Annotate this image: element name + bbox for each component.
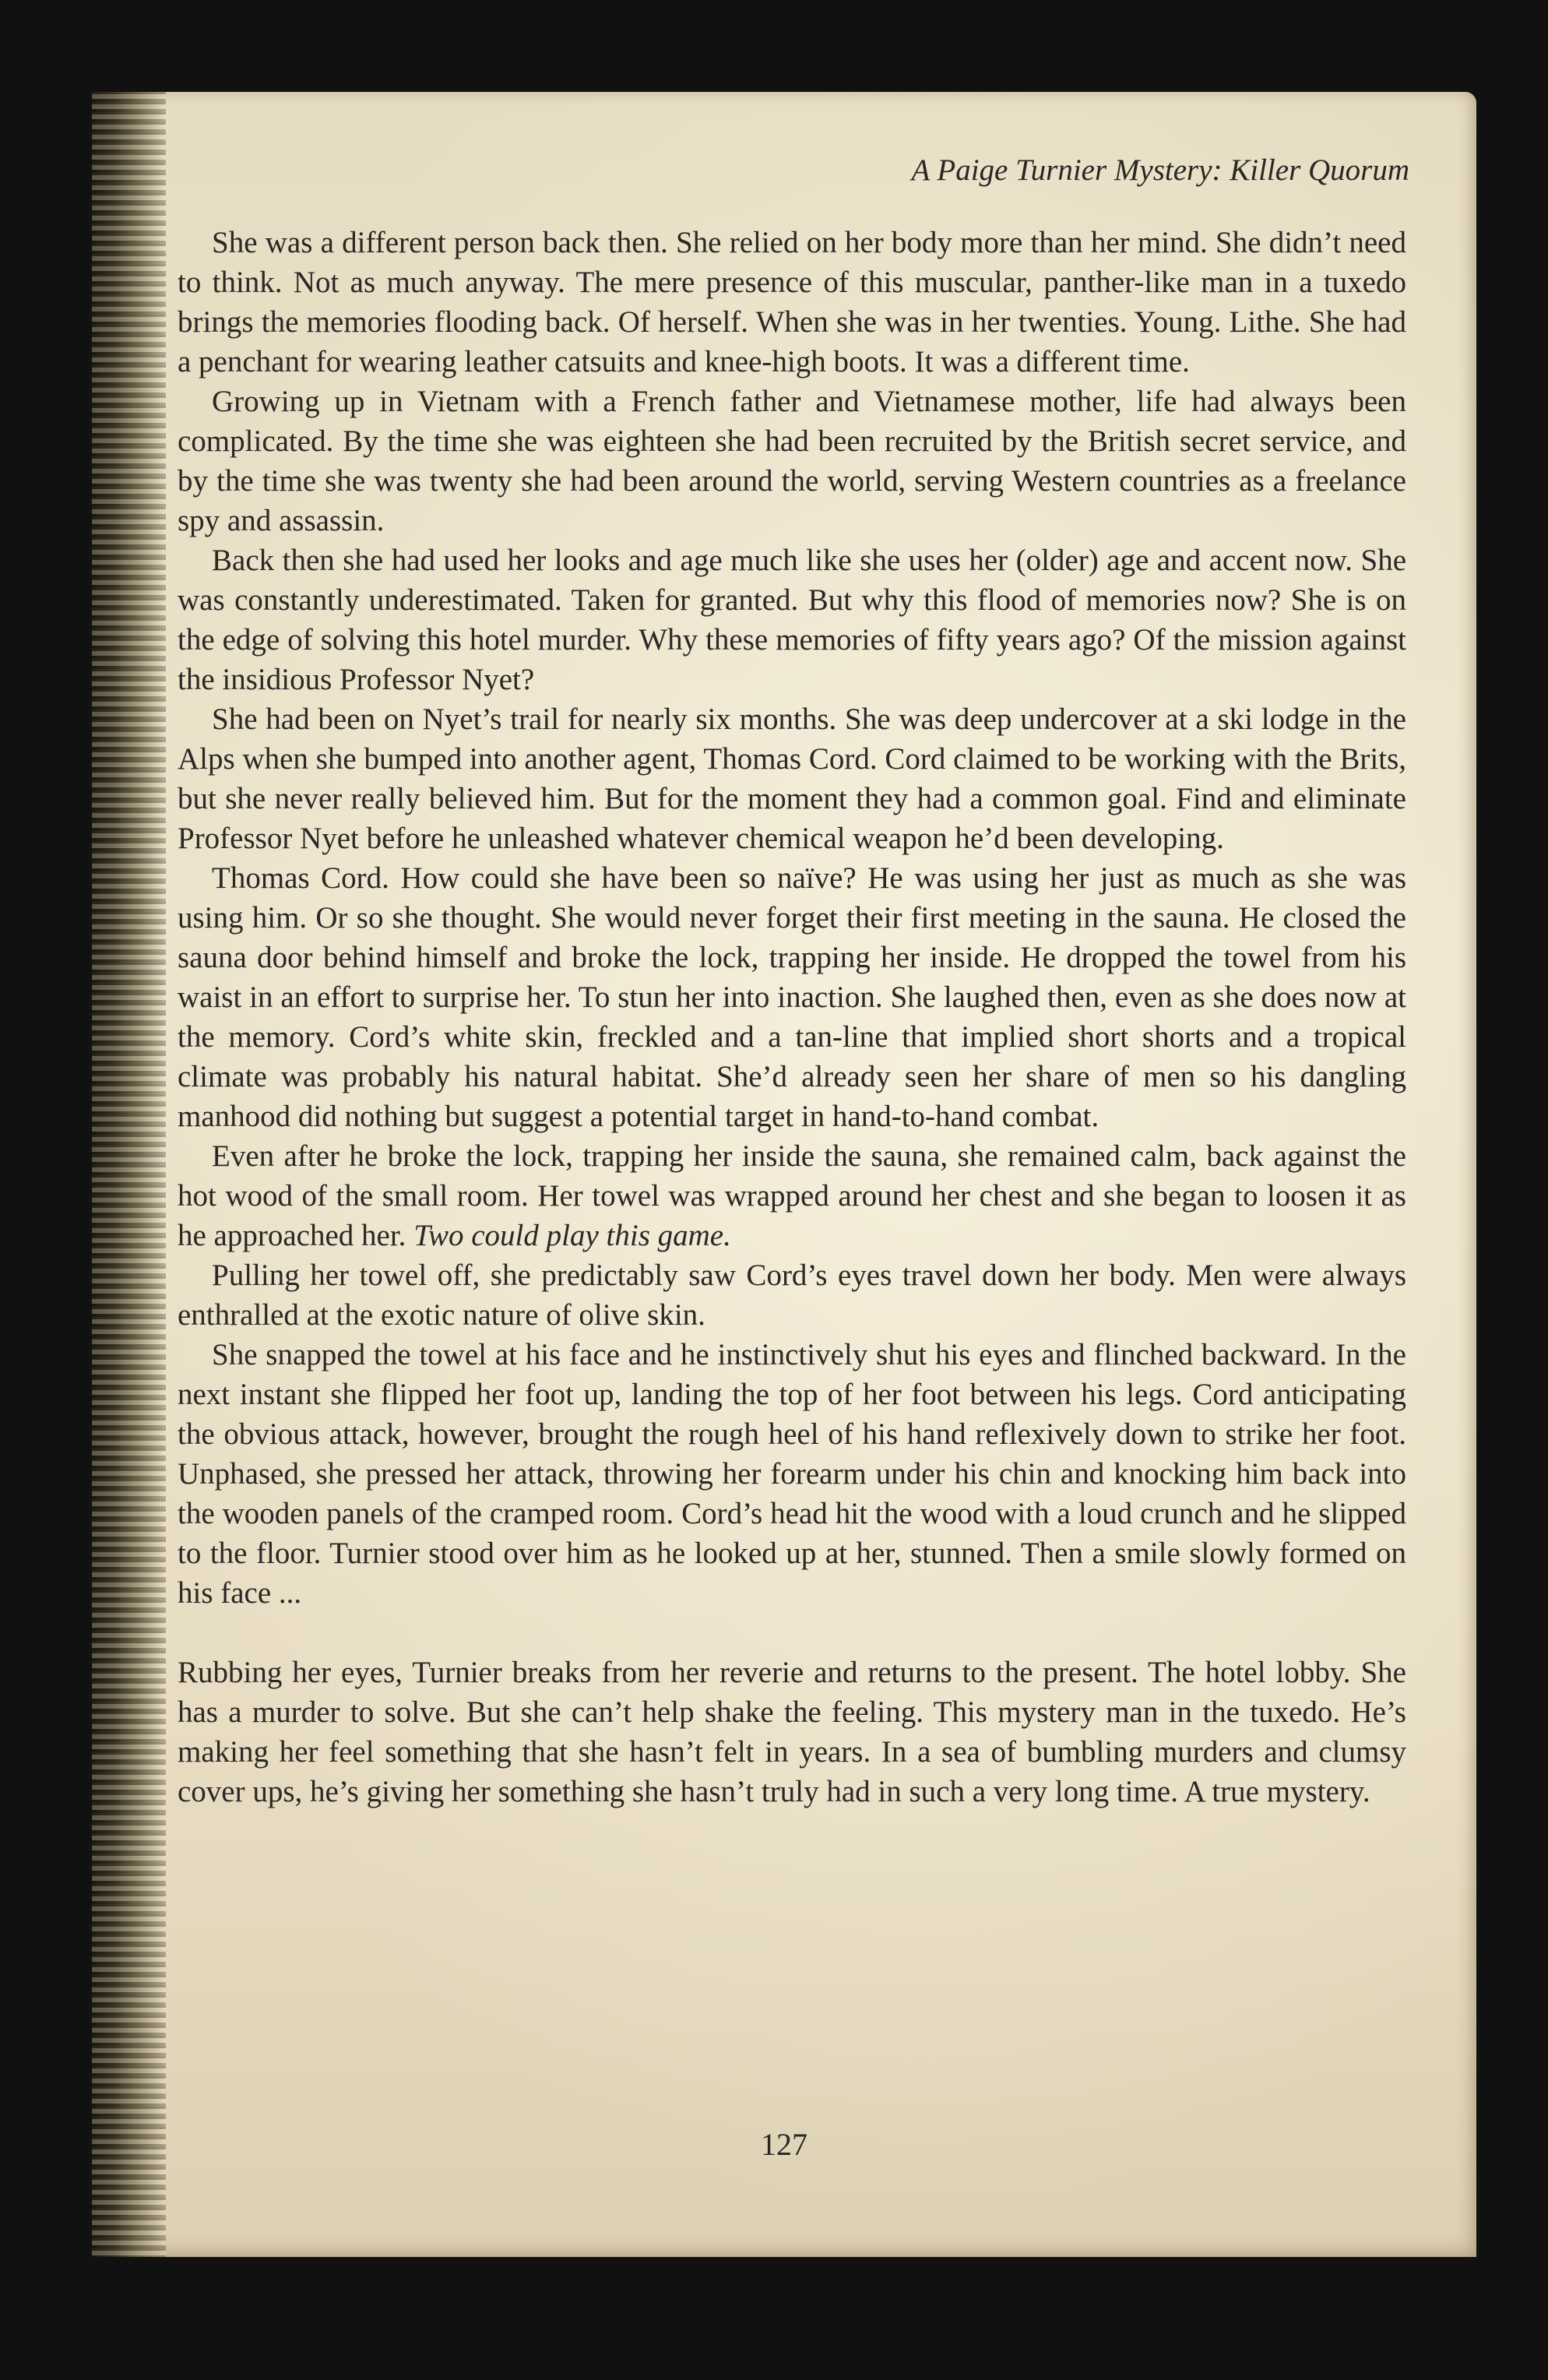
paragraph: She had been on Nyet’s trail for nearly six months. She was deep undercover at a ski lodge in the Alps when she bumped into another agent, Thomas Cord. Cord claimed to be working with the Brits, but she never really believed him. But for the moment they had a common goal. Find and eliminate Professor Nyet before he unleashed whatever chemical weapon he’d been developing.: [178, 702, 1406, 855]
running-header: A Paige Turnier Mystery: Killer Quorum: [911, 153, 1409, 187]
book-page: [92, 92, 1476, 2257]
paragraph: Rubbing her eyes, Turnier breaks from her reverie and returns to the present. The hotel lobby. She has a murder to solve. But she can’t help shake the feeling. This mystery man in the tuxedo. He’s making her feel something that she hasn’t felt in years. In a sea of bumbling murders and clumsy cover ups, he’s giving her something she hasn’t truly had in such a very long time. A true mystery.: [178, 1656, 1406, 1808]
page-number: 127: [761, 2127, 807, 2162]
paragraph-text: Even after he broke the lock, trapping her inside the sauna, she remained calm, back against the hot wood of the small room. Her towel was wrapped around her chest and she began to loosen it as he approached her.: [178, 1139, 1406, 1252]
paragraph: She was a different person back then. She relied on her body more than her mind. She didn’t need to think. Not as much anyway. The mere presence of this muscular, panther-like man in a tuxedo brings the memories flooding back. Of herself. When she was in her twenties. Young. Lithe. She had a penchant for wearing leather catsuits and knee-high boots. It was a different time.: [178, 226, 1406, 378]
book-spine: [92, 92, 166, 2257]
paragraph: [178, 1136, 1406, 1255]
paragraph: Growing up in Vietnam with a French father and Vietnamese mother, life had always been complicated. By the time she was eighteen she had been recruited by the British secret service, and by the time she was twenty she had been around the world, serving Western countries as a freelance spy and assassin.: [178, 385, 1406, 537]
paragraph-emphasis: Two could play this game.: [413, 1219, 731, 1252]
paragraph: Back then she had used her looks and age much like she uses her (older) age and accent now. She was constantly underestimated. Taken for granted. But why this flood of memories now? She is on the edge of solving this hotel murder. Why these memories of fifty years ago? Of the mission against the insidious Professor Nyet?: [178, 544, 1406, 696]
paragraph: Thomas Cord. How could she have been so naïve? He was using her just as much as she was using him. Or so she thought. She would never forget their first meeting in the sauna. He closed the sauna door behind himself and broke the lock, trapping her inside. He dropped the towel from his waist in an effort to surprise her. To stun her into inaction. She laughed then, even as she does now at the memory. Cord’s white skin, freckled and a tan-line that implied short shorts and a tropical climate was probably his natural habitat. She’d already seen her share of men so his dangling manhood did nothing but suggest a potential target in hand-to-hand combat.: [178, 861, 1406, 1133]
paragraph: She snapped the towel at his face and he instinctively shut his eyes and flinched backward. In the next instant she flipped her foot up, landing the top of her foot between his legs. Cord anticipating the obvious attack, however, brought the rough heel of his hand reflexively down to strike her foot. Unphased, she pressed her attack, throwing her forearm under his chin and knocking him back into the wooden panels of the cramped room. Cord’s head hit the wood with a loud crunch and he slipped to the floor. Turnier stood over him as he looked up at her, stunned. Then a smile slowly formed on his face ...: [178, 1338, 1406, 1610]
page-body: [178, 223, 1406, 1811]
paragraph: Pulling her towel off, she predictably saw Cord’s eyes travel down her body. Men were always enthralled at the exotic nature of olive skin.: [178, 1259, 1406, 1332]
